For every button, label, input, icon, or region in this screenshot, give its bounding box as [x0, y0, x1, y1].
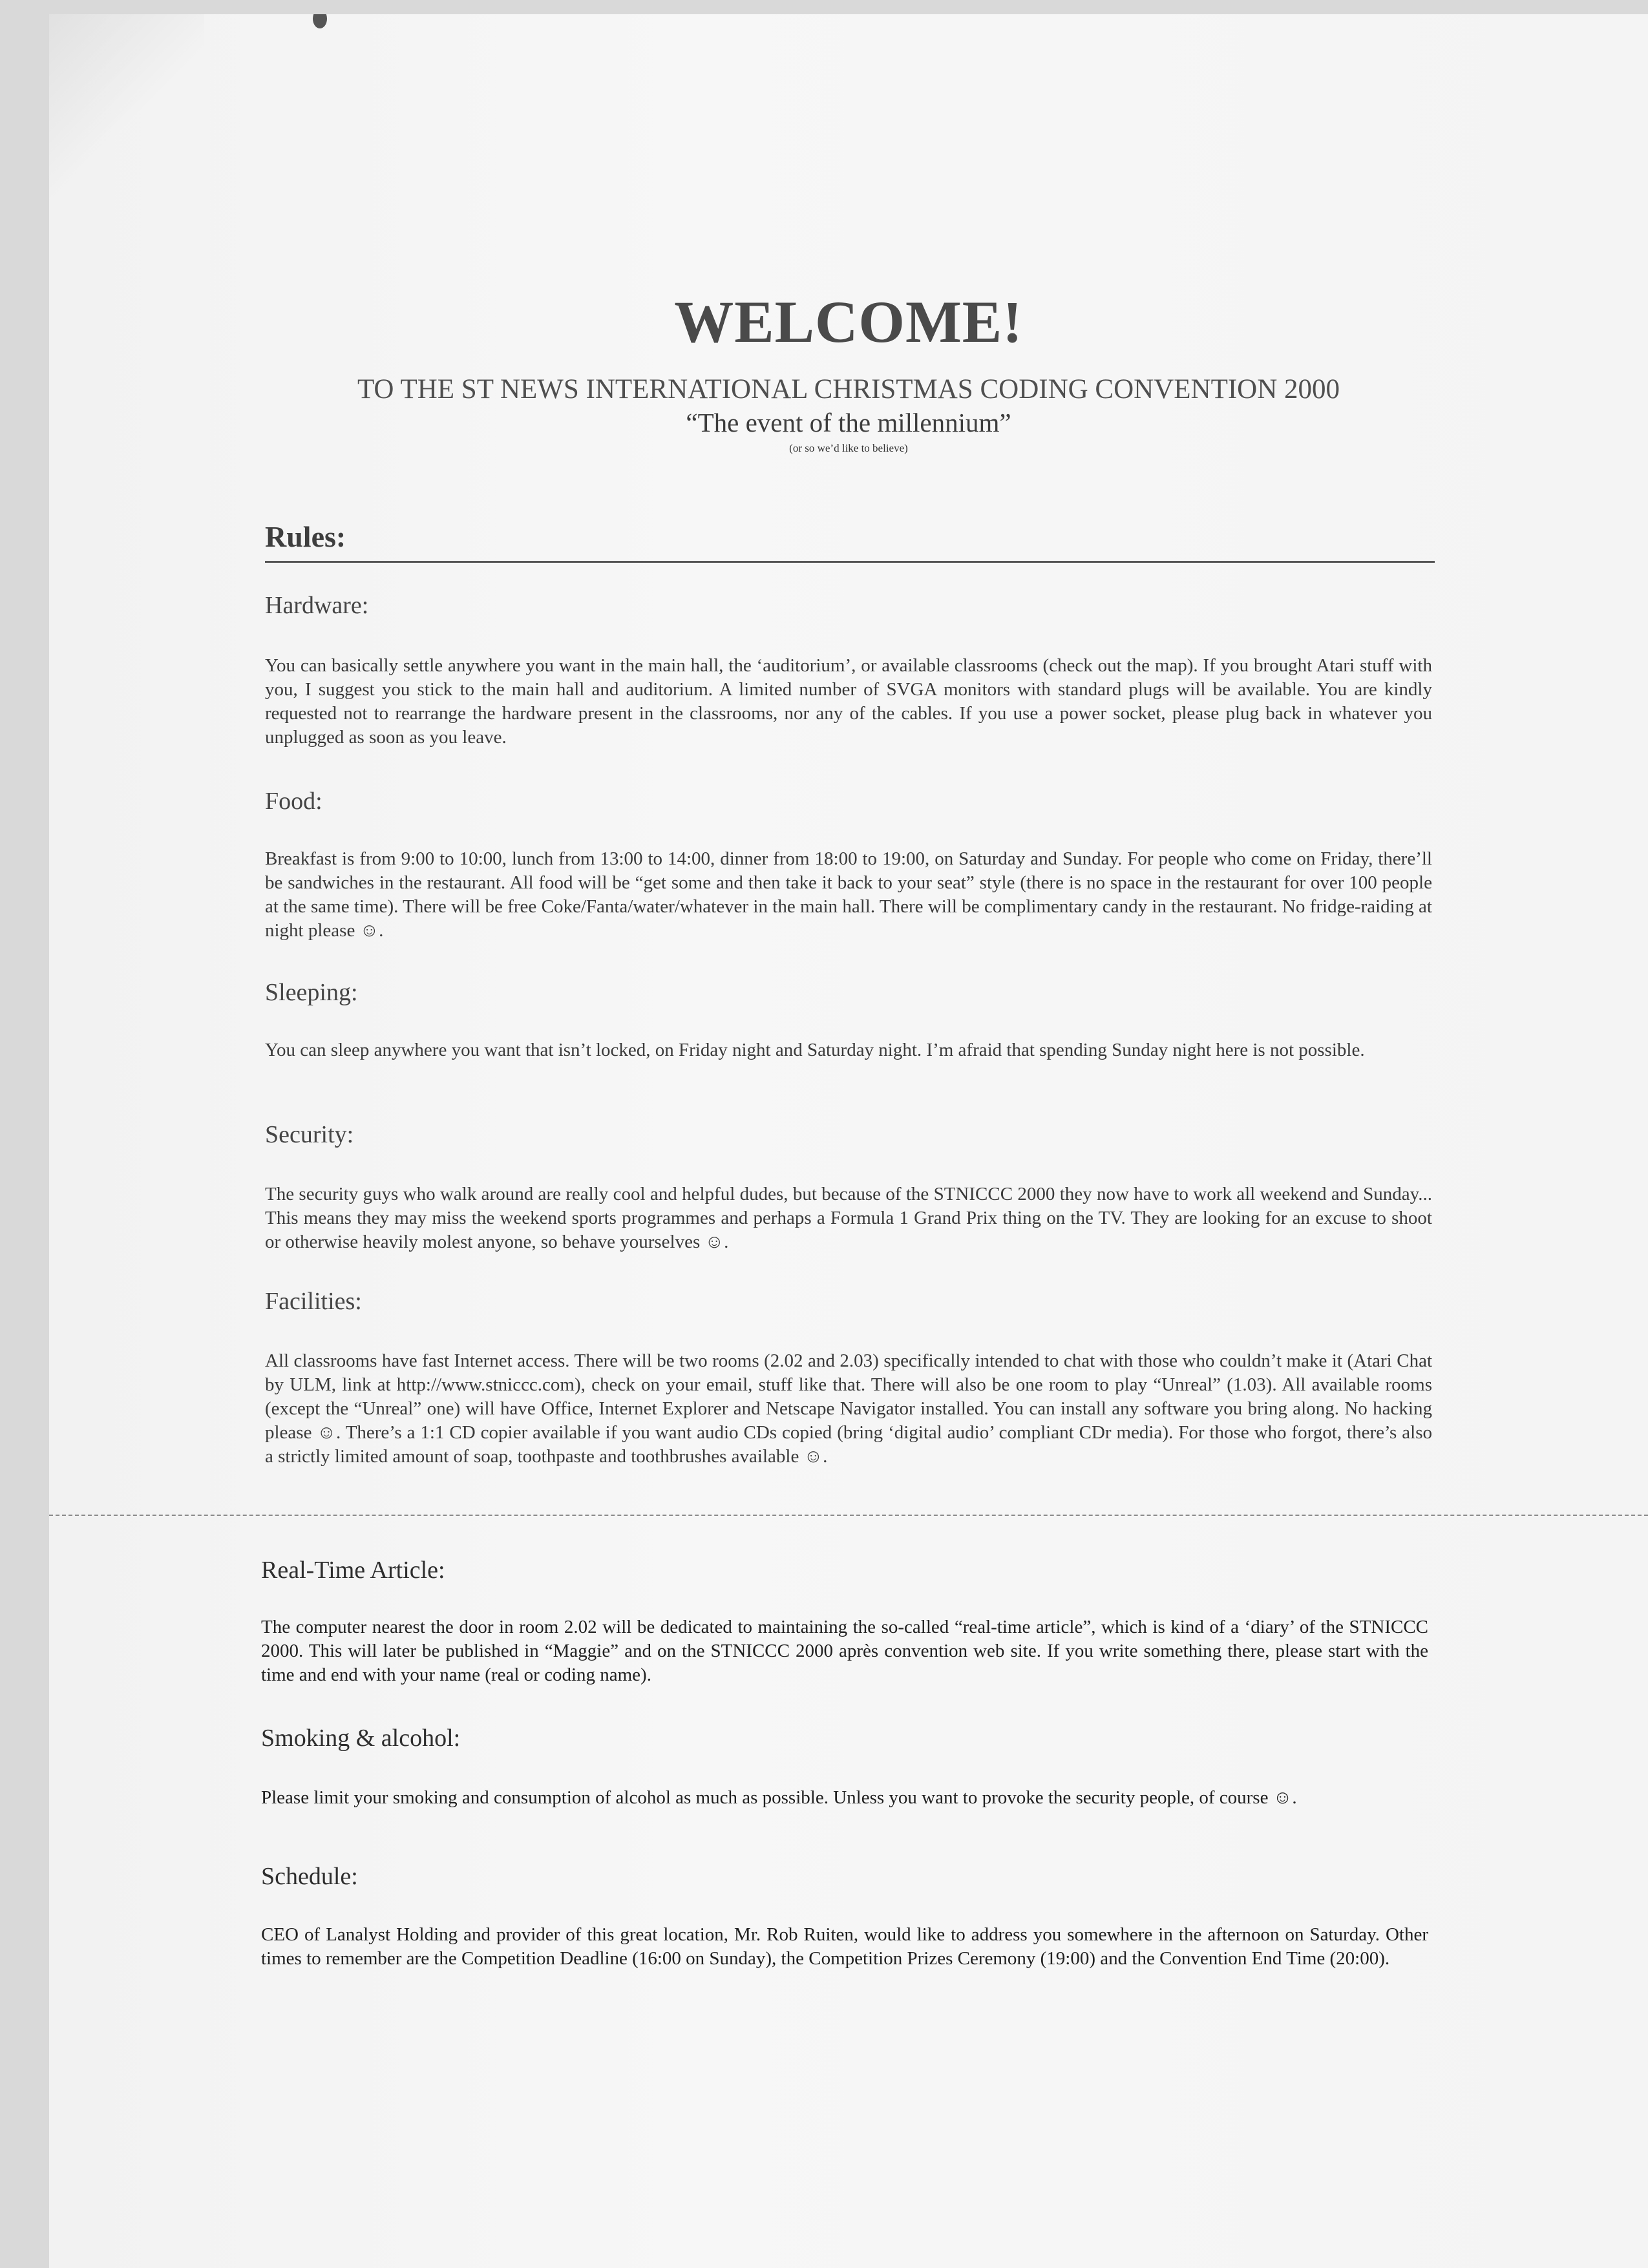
section-body-security: The security guys who walk around are really cool and helpful dudes, but because of the STNICCC 2000 they now have to work all weekend and Sunday... This means they may miss the weekend sports programmes and perhaps a Formula 1 Grand Prix thing on the TV. They are looking for an excuse to shoot or otherwise heavily molest anyone, so behave yourselves ☺. [265, 1184, 1432, 1252]
section-heading-facilities: Facilities: [265, 1288, 362, 1315]
tagline-note: (or so we’d like to believe) [789, 442, 908, 454]
section-heading-hardware: Hardware: [265, 592, 369, 619]
section-body-facilities: All classrooms have fast Internet access. There will be two rooms (2.02 and 2.03) specifically intended to chat with those who couldn’t make it (Atari Chat by ULM, link at http://www.stniccc.com), check on your email, stuff like that. There will also be one room to play “Unreal” (1.03). All available rooms (except the “Unreal” one) will have Office, Internet Explorer and Netscape Navigator installed. You can install any software you bring along. No hacking please ☺. There’s a 1:1 CD copier available if you want audio CDs copied (bring ‘digital audio’ compliant CDr media). For those who forgot, there’s also a strictly limited amount of soap, toothpaste and toothbrushes available ☺. [265, 1350, 1432, 1467]
page-subtitle: TO THE ST NEWS INTERNATIONAL CHRISTMAS CODING CONVENTION 2000 [357, 374, 1340, 404]
section-heading-security: Security: [265, 1121, 354, 1148]
section-body-hardware: You can basically settle anywhere you want in the main hall, the ‘auditorium’, or available classrooms (check out the map). If you brought Atari stuff with you, I suggest you stick to the main hall and auditorium. A limited number of SVGA monitors with standard plugs will be available. You are kindly requested not to rearrange the hardware present in the classrooms, nor any of the cables. If you use a power socket, please plug back in whatever you unplugged as soon as you leave. [265, 655, 1432, 748]
section-body-sleeping: You can sleep anywhere you want that isn’t locked, on Friday night and Saturday night. I’m afraid that spending Sunday night here is not possible. [265, 1040, 1365, 1060]
page-speck [313, 14, 327, 28]
section-heading-sleeping: Sleeping: [265, 979, 358, 1006]
section-body-real-time-article: The computer nearest the door in room 2.02 will be dedicated to maintaining the so-called “real-time article”, which is kind of a ‘diary’ of the STNICCC 2000. This will later be published in “Maggie” and on the STNICCC 2000 après convention web site. If you write something there, please start with the time and end with your name (real or coding name). [261, 1617, 1428, 1685]
section-body-smoking-alcohol: Please limit your smoking and consumption of alcohol as much as possible. Unless you want to provoke the security people, of course ☺. [261, 1787, 1297, 1808]
page-divider [49, 1515, 1648, 1516]
section-body-food: Breakfast is from 9:00 to 10:00, lunch from 13:00 to 14:00, dinner from 18:00 to 19:00, on Saturday and Sunday. For people who come on Friday, there’ll be sandwiches in the restaurant. All food will be “get some and then take it back to your seat” style (there is no space in the restaurant for over 100 people at the same time). There will be free Coke/Fanta/water/whatever in the main hall. There will be complimentary candy in the restaurant. No fridge-raiding at night please ☺. [265, 848, 1432, 941]
section-heading-schedule: Schedule: [261, 1863, 358, 1890]
page-tagline: “The event of the millennium” [686, 408, 1011, 437]
rules-underline [265, 561, 1435, 563]
rules-heading: Rules: [265, 520, 346, 553]
section-body-schedule: CEO of Lanalyst Holding and provider of this great location, Mr. Rob Ruiten, would like to address you somewhere in the afternoon on Saturday. Other times to remember are the Competition Deadline (16:00 on Sunday), the Competition Prizes Ceremony (19:00) and the Convention End Time (20:00). [261, 1924, 1428, 1969]
page-title: WELCOME! [674, 289, 1023, 355]
document-page [49, 14, 1648, 2268]
section-heading-real-time-article: Real-Time Article: [261, 1557, 445, 1584]
section-heading-smoking-alcohol: Smoking & alcohol: [261, 1725, 461, 1752]
page-crease [49, 14, 204, 208]
section-heading-food: Food: [265, 788, 322, 815]
